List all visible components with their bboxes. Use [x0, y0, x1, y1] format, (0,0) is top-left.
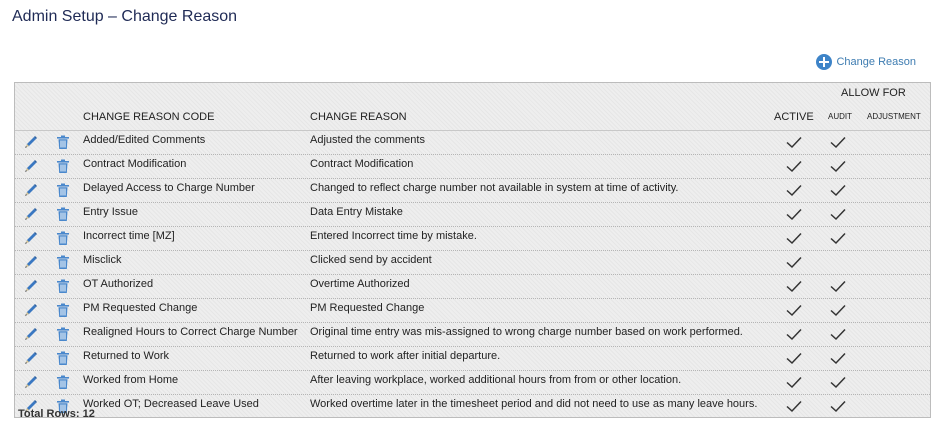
- change-reason-text: Entered Incorrect time by mistake.: [310, 230, 477, 242]
- add-change-reason-label: Change Reason: [836, 56, 916, 68]
- pencil-icon[interactable]: [23, 302, 39, 318]
- table-row: [15, 323, 930, 347]
- change-reason-code: Contract Modification: [83, 158, 187, 170]
- change-reason-table: [14, 82, 931, 418]
- column-header-active[interactable]: ACTIVE: [774, 111, 814, 123]
- table-row: [15, 275, 930, 299]
- change-reason-text: Overtime Authorized: [310, 278, 410, 290]
- audit-checkmark-icon: [830, 232, 846, 245]
- trash-icon[interactable]: [55, 206, 71, 222]
- table-row: [15, 299, 930, 323]
- change-reason-text: Original time entry was mis-assigned to wrong charge number based on work performed.: [310, 326, 743, 338]
- change-reason-code: PM Requested Change: [83, 302, 198, 314]
- audit-checkmark-icon: [830, 376, 846, 389]
- table-row: [15, 347, 930, 371]
- audit-checkmark-icon: [830, 328, 846, 341]
- trash-icon[interactable]: [55, 350, 71, 366]
- active-checkmark-icon: [786, 232, 802, 245]
- trash-icon[interactable]: [55, 302, 71, 318]
- change-reason-code: Returned to Work: [83, 350, 170, 362]
- table-header: [15, 83, 930, 131]
- column-group-allow-for: ALLOW FOR: [841, 87, 906, 99]
- audit-checkmark-icon: [830, 352, 846, 365]
- column-header-code[interactable]: CHANGE REASON CODE: [83, 111, 215, 123]
- pencil-icon[interactable]: [23, 206, 39, 222]
- trash-icon[interactable]: [55, 326, 71, 342]
- trash-icon[interactable]: [55, 134, 71, 150]
- table-row: [15, 203, 930, 227]
- active-checkmark-icon: [786, 352, 802, 365]
- audit-checkmark-icon: [830, 184, 846, 197]
- audit-checkmark-icon: [830, 208, 846, 221]
- pencil-icon[interactable]: [23, 158, 39, 174]
- change-reason-code: Delayed Access to Charge Number: [83, 182, 255, 194]
- table-row: [15, 395, 930, 417]
- change-reason-text: After leaving workplace, worked additional hours from from or other location.: [310, 374, 682, 386]
- column-header-adjustment[interactable]: ADJUSTMENT: [867, 112, 921, 121]
- pencil-icon[interactable]: [23, 278, 39, 294]
- change-reason-text: Adjusted the comments: [310, 134, 425, 146]
- plus-circle-icon: [816, 54, 832, 70]
- audit-checkmark-icon: [830, 280, 846, 293]
- change-reason-code: Realigned Hours to Correct Charge Number: [83, 326, 298, 338]
- active-checkmark-icon: [786, 304, 802, 317]
- change-reason-code: Worked from Home: [83, 374, 179, 386]
- change-reason-text: PM Requested Change: [310, 302, 425, 314]
- table-row: [15, 227, 930, 251]
- active-checkmark-icon: [786, 256, 802, 269]
- trash-icon[interactable]: [55, 254, 71, 270]
- audit-checkmark-icon: [830, 400, 846, 413]
- table-row: [15, 371, 930, 395]
- active-checkmark-icon: [786, 136, 802, 149]
- add-change-reason-button[interactable]: [816, 54, 916, 70]
- pencil-icon[interactable]: [23, 326, 39, 342]
- column-header-audit[interactable]: AUDIT: [828, 112, 852, 121]
- change-reason-code: Entry Issue: [83, 206, 139, 218]
- trash-icon[interactable]: [55, 278, 71, 294]
- active-checkmark-icon: [786, 160, 802, 173]
- change-reason-code: OT Authorized: [83, 278, 154, 290]
- change-reason-text: Changed to reflect charge number not available in system at time of activity.: [310, 182, 679, 194]
- change-reason-text: Contract Modification: [310, 158, 414, 170]
- audit-checkmark-icon: [830, 304, 846, 317]
- trash-icon[interactable]: [55, 230, 71, 246]
- pencil-icon[interactable]: [23, 134, 39, 150]
- change-reason-text: Data Entry Mistake: [310, 206, 403, 218]
- change-reason-text: Clicked send by accident: [310, 254, 432, 266]
- change-reason-text: Worked overtime later in the timesheet period and did not need to use as many leave hours.: [310, 398, 758, 410]
- page-title: Admin Setup – Change Reason: [12, 8, 238, 25]
- total-rows: Total Rows: 12: [18, 408, 95, 420]
- active-checkmark-icon: [786, 376, 802, 389]
- audit-checkmark-icon: [830, 160, 846, 173]
- active-checkmark-icon: [786, 280, 802, 293]
- active-checkmark-icon: [786, 208, 802, 221]
- change-reason-code: Incorrect time [MZ]: [83, 230, 175, 242]
- table-row: [15, 179, 930, 203]
- change-reason-code: Worked OT; Decreased Leave Used: [83, 398, 259, 410]
- column-header-reason[interactable]: CHANGE REASON: [310, 111, 407, 123]
- trash-icon[interactable]: [55, 182, 71, 198]
- active-checkmark-icon: [786, 184, 802, 197]
- pencil-icon[interactable]: [23, 350, 39, 366]
- active-checkmark-icon: [786, 328, 802, 341]
- trash-icon[interactable]: [55, 158, 71, 174]
- table-row: [15, 155, 930, 179]
- pencil-icon[interactable]: [23, 254, 39, 270]
- pencil-icon[interactable]: [23, 182, 39, 198]
- change-reason-text: Returned to work after initial departure.: [310, 350, 501, 362]
- change-reason-code: Misclick: [83, 254, 122, 266]
- table-row: [15, 251, 930, 275]
- trash-icon[interactable]: [55, 374, 71, 390]
- active-checkmark-icon: [786, 400, 802, 413]
- table-body: [15, 131, 930, 417]
- change-reason-code: Added/Edited Comments: [83, 134, 206, 146]
- pencil-icon[interactable]: [23, 374, 39, 390]
- pencil-icon[interactable]: [23, 230, 39, 246]
- audit-checkmark-icon: [830, 136, 846, 149]
- table-row: [15, 131, 930, 155]
